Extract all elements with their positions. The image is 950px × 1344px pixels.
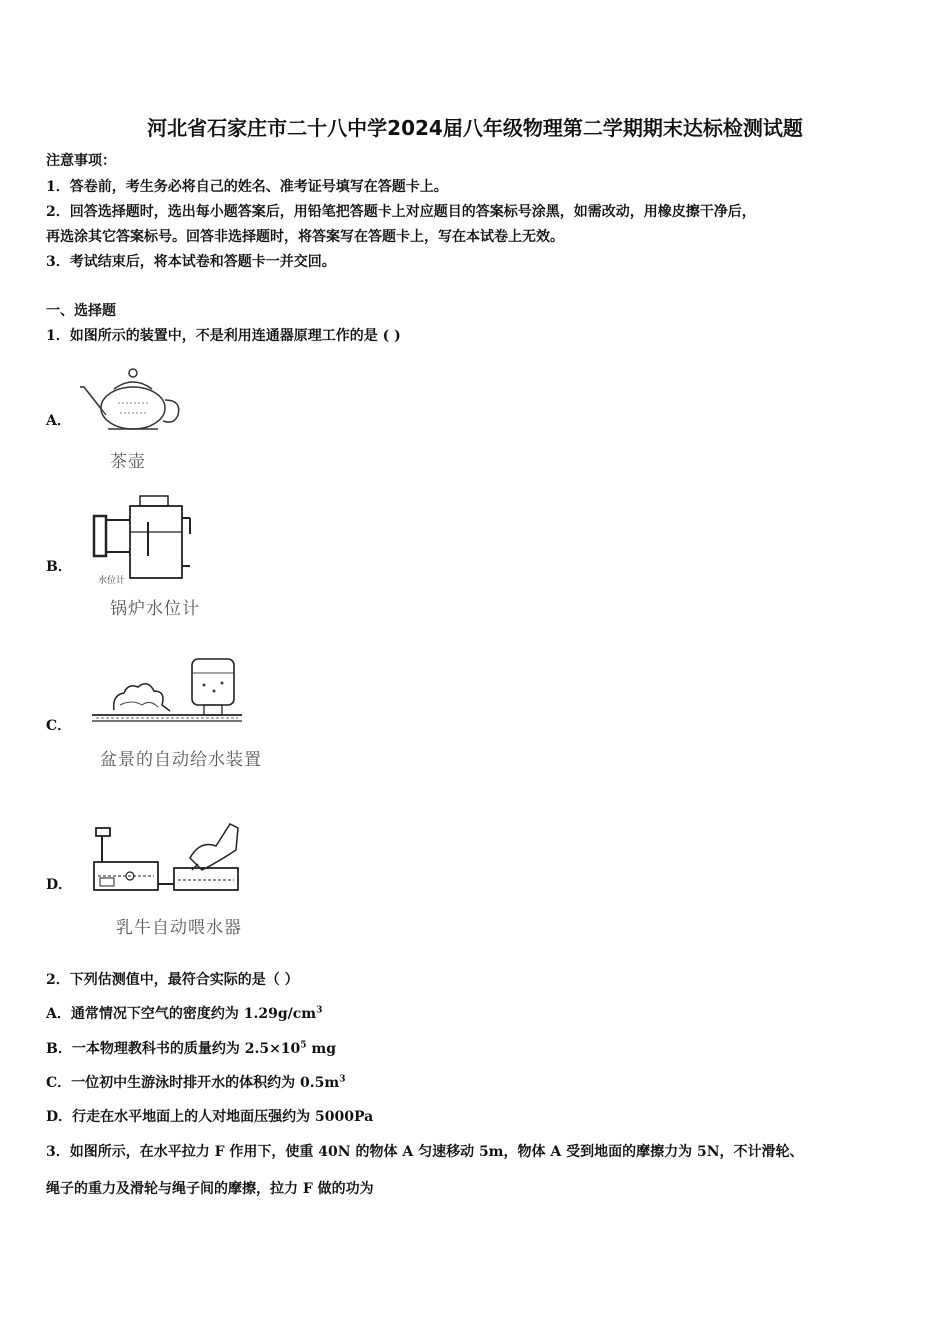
notice-item: 3．考试结束后，将本试卷和答题卡一并交回。 <box>46 254 336 270</box>
question-2-stem: 2．下列估测值中，最符合实际的是（ ） <box>46 972 299 988</box>
q1-option-d-caption: 乳牛自动喂水器 <box>116 918 242 938</box>
q1-option-c-caption: 盆景的自动给水装置 <box>100 750 262 770</box>
q2-option-d: D．行走在水平地面上的人对地面压强约为 5000Pa <box>46 1109 374 1125</box>
q2-option-c: C．一位初中生游泳时排开水的体积约为 $0.5m^3$ <box>46 1074 346 1091</box>
notice-item: 1．答卷前，考生务必将自己的姓名、准考证号填写在答题卡上。 <box>46 179 448 195</box>
notice-heading: 注意事项： <box>46 153 116 169</box>
notice-item: 2．回答选择题时，选出每小题答案后，用铅笔把答题卡上对应题目的答案标号涂黑，如需改动，用橡皮擦干净后， <box>46 204 756 220</box>
q1-option-a-label: A． <box>46 413 71 429</box>
q1-option-a-caption: 茶壶 <box>110 452 146 472</box>
q1-option-b-sublabel: 水位计 <box>98 576 126 586</box>
cow-feeder-figure <box>90 818 245 898</box>
section-title: 一、选择题 <box>46 303 116 319</box>
teapot-figure <box>78 365 188 435</box>
page-title: 河北省石家庄市二十八中学2024届八年级物理第二学期期末达标检测试题 <box>147 116 803 140</box>
notice-item: 再选涂其它答案标号。回答非选择题时，将答案写在答题卡上，写在本试卷上无效。 <box>46 229 564 245</box>
q1-option-b-label: B． <box>46 559 72 575</box>
question-3-stem-line1: 3．如图所示，在水平拉力 F 作用下，使重 40N 的物体 A 匀速移动 5m，物体 A 受到地面的摩擦力为 5N，不计滑轮、 <box>46 1144 804 1160</box>
question-3-stem-line2: 绳子的重力及滑轮与绳子间的摩擦，拉力 F 做的功为 <box>46 1181 374 1197</box>
q1-option-d-label: D． <box>46 877 73 893</box>
q1-option-c-label: C． <box>46 718 72 734</box>
boiler-figure <box>88 494 198 584</box>
q2-option-b: B．一本物理教科书的质量约为 $2.5\times 10^5$ mg <box>46 1040 337 1057</box>
plant-watering-figure <box>92 655 252 727</box>
question-1-stem: 1．如图所示的装置中，不是利用连通器原理工作的是 ( ) <box>46 328 401 344</box>
q2-option-a: A．通常情况下空气的密度约为 $1.29g/cm^3$ <box>46 1005 323 1022</box>
q1-option-b-caption: 锅炉水位计 <box>110 599 200 619</box>
